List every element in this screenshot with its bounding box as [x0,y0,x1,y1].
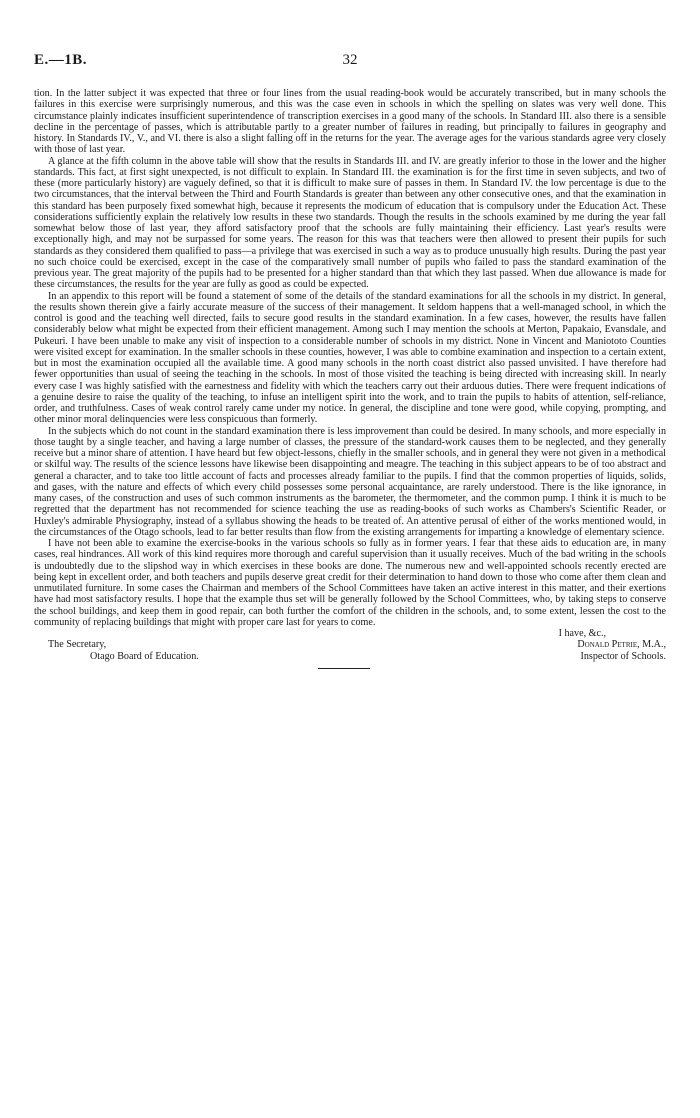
paragraph: In an appendix to this report will be found a statement of some of the details of the standard examinations for all the schools in my district. In general, the results shown therein give a fairly accurate measure of the success of their management. It seldom happens that a well-managed school, in which the control is good and the teaching well directed, fails to secure good results in the standard examination. In a few cases, however, the results have fallen considerably below what might be expected from their efficient management. Among such I may mention the schools at Merton, Papakaio, Evansdale, and Pukeuri. I have been unable to make any visit of inspection to a considerable number of schools in my district. None in Vincent and Maniototo Counties were visited except for examination. In the smaller schools in these counties, however, I was able to combine examination and inspection to a certain extent, but in most the examination occupied all the available time. A good many schools in the north coast district also passed unvisited. I have therefore had fewer opportunities than usual of seeing the teaching in the schools. In most of those visited the teaching is being directed with increasing skill. In nearly every case I was highly satisfied with the earnestness and fidelity with which the teachers carry out their arduous duties. There were frequent indications of a genuine desire to raise the quality of the teaching, to infuse an intelligent spirit into the work, and to train the pupils to habits of attention, self-reliance, order, and truthfulness. Cases of weak control rarely came under my notice. In general, the discipline and tone were good, while copying, prompting, and other minor moral delinquencies were less conspicuous than formerly. [34,290,666,426]
signatory-name: Donald Petrie, M.A., [577,639,666,651]
paragraph: In the subjects which do not count in the standard examination there is less improvement than could be desired. In many schools, and more especially in those taught by a single teacher, and having a large number of classes, the pressure of the standard-work causes them to be neglected, and they generally receive but a minor share of attention. I have heard but few object-lessons, chiefly in the smaller schools, and in general they were not given in a methodical or skilful way. The results of the science lessons have likewise been disappointing and meagre. The teaching in this subject appears to be of too abstract and general a character, and to take too little account of facts and processes already familiar to the pupils. I find that the common properties of liquids, solids, and gases, with the nature and effects of which every child possesses some personal acquaintance, are rarely understood. There is the like ignorance, in many cases, of the construction and uses of such common instruments as the barometer, the thermometer, and the common pump. I think it is much to be regretted that the department has not recommended for science teaching the use as reading-books of such works as Chambers's Scientific Reader, or Huxley's admirable Physiography, instead of a syllabus showing the heads to be treated of. An attentive perusal of either of the works mentioned would, in the circumstances of the Otago schools, lead to far better results than flow from the existing arrangements for imparting a knowledge of elementary science. [34,425,666,538]
page-header [34,52,666,74]
signatory-title: Inspector of Schools. [580,650,666,662]
letter-closing [34,628,666,662]
sign-off: I have, &c., [558,628,606,639]
document-reference: E.—1B. [34,52,88,68]
end-rule [318,668,370,669]
paragraph: tion. In the latter subject it was expected that three or four lines from the usual reading-book would be accurately transcribed, but in many schools the failures in this exercise were surprisingly numerous, and this was the case even in schools in which the spelling on slates was very well done. This circumstance plainly indicates insufficient superintendence of transcription exercises in a good many of the schools. In Standard III. also there is a sensible decline in the percentage of passes, which is attributable partly to a greater number of failures in reading, but principally to failures in geography and history. In Standards IV., V., and VI. there is also a slight falling off in the returns for the year. The average ages for the various standards agree very closely with those of last year. [34,88,666,156]
paragraph: I have not been able to examine the exercise-books in the various schools so fully as in former years. I fear that these aids to education are, in many cases, real hindrances. All work of this kind requires more thorough and careful supervision than it usually receives. Much of the bad writing in the schools is undoubtedly due to the slipshod way in which exercises in these books are done. The numerous new and well-appointed schools recently erected are being kept in excellent order, and both teachers and pupils deserve great credit for their determination to hand down to those who come after them clean and unmutilated furniture. In some cases the Chairman and members of the School Committees have taken an active interest in this matter, and their exertions have had most satisfactory results. I hope that the example thus set will be generally followed by the School Committees, who, by taking steps to conserve the school buildings, and keep them in good repair, can both further the comfort of the children in the schools, and, to some extent, lessen the cost to the community of replacing buildings that might with proper care last for years to come. [34,538,666,628]
report-body [34,88,666,662]
addressee-line: The Secretary, [48,639,107,651]
page-number: 32 [342,52,358,68]
addressee-line: Otago Board of Education. [90,650,199,662]
paragraph: A glance at the fifth column in the above table will show that the results in Standards III. and IV. are greatly inferior to those in the lower and the higher standards. This fact, at first sight unexpected, is not difficult to explain. In Standard III. the examination is for the first time in seven subjects, and two of these (more particularly history) are vaguely defined, so that it is difficult to make sure of passes in them. In Standard IV. the low percentage is due to the two circumstances, that the interval between the Third and Fourth Standards is greater than between any other consecutive ones, and that the examination in this standard has been purposely fixed somewhat high, because it represents the modicum of education that is compulsory under the Education Act. These considerations sufficiently explain the relatively low results in these two standards. Though the results in the schools examined by me during the year fall somewhat below those of last year, they afford satisfactory proof that the schools are fully maintaining their efficiency. Last year's results were exceptionally high, and may not be surpassed for some years. The reason for this was that teachers were then allowed to present their pupils for such standards as they considered them qualified to pass—a privilege that was exercised in such a way as to produce unusually high results. During the past year no such choice could be exercised, except in the case of the comparatively small number of pupils who failed to pass the standard examination of the previous year. The great majority of the pupils had to be presented for a higher standard than that which they last passed. When due allowance is made for these circumstances, the results for the year are fully as good as could be expected. [34,155,666,291]
